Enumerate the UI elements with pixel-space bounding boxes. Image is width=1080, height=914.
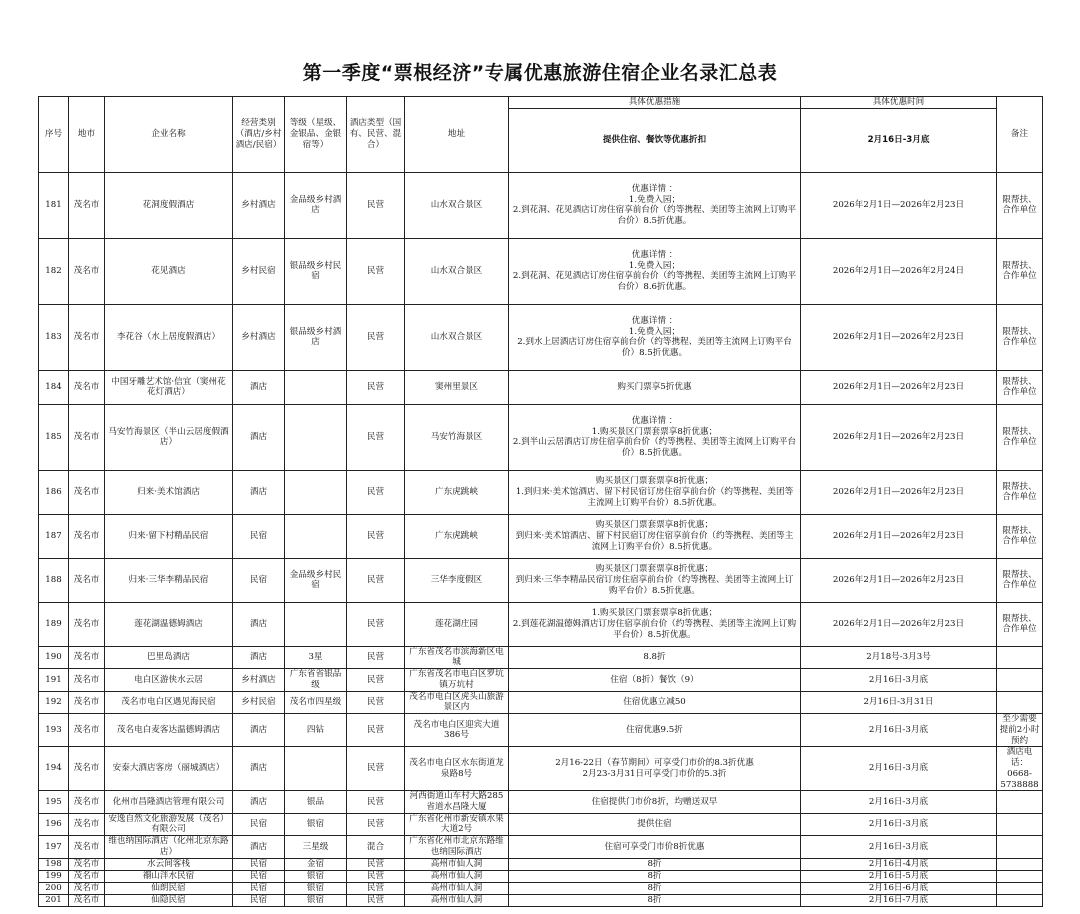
header-business-type: 经营类别（酒店/乡村酒店/民宿） — [233, 97, 285, 173]
cell-address: 窦州里景区 — [405, 370, 509, 404]
cell-time: 2026年2月1日—2026年2月23日 — [801, 602, 997, 646]
cell-address: 广东虎跳峡 — [405, 514, 509, 558]
cell-hotel-type: 民营 — [347, 813, 405, 835]
header-city: 地市 — [69, 97, 105, 173]
measure-line: 2月23-3月31日可享受门市价的5.3折 — [582, 768, 727, 779]
cell-remark — [997, 791, 1043, 813]
cell-time: 2026年2月1日—2026年2月23日 — [801, 404, 997, 470]
cell-name: 花洞度假酒店 — [105, 172, 233, 238]
cell-address: 高州市仙人洞 — [405, 882, 509, 894]
measure-line: 8折 — [647, 858, 662, 869]
table-row — [39, 791, 1043, 813]
cell-hotel-type: 民营 — [347, 669, 405, 691]
cell-remark — [997, 882, 1043, 894]
enterprise-table — [38, 96, 1043, 907]
cell-type: 酒店 — [233, 791, 285, 813]
measure-line: 到归来·三华李精品民宿订房住宿享前台价（约等携程、美团等主流网上订购平台价）8.5折优惠。 — [515, 574, 794, 596]
cell-measures — [509, 370, 801, 404]
measure-line: 2.到水上居酒店订房住宿享前台价（约等携程、美团等主流网上订购平台价）8.5折优惠。 — [517, 337, 792, 358]
cell-hotel-type: 民营 — [347, 238, 405, 304]
cell-type: 乡村酒店 — [233, 669, 285, 691]
cell-hotel-type: 民营 — [347, 858, 405, 870]
cell-hotel-type: 混合 — [347, 836, 405, 858]
cell-measures — [509, 172, 801, 238]
table-row — [39, 470, 1043, 514]
measure-line: 2.到花洞、花见酒店订房住宿享前台价（约等携程、美团等主流网上订购平台价）8.6折优惠。 — [512, 271, 797, 292]
cell-address: 广东省茂名市电白区罗坑镇万坑村 — [405, 669, 509, 691]
cell-grade: 四钻 — [285, 714, 347, 747]
cell-grade — [285, 404, 347, 470]
table-row — [39, 858, 1043, 870]
cell-seq: 187 — [39, 514, 69, 558]
cell-seq: 182 — [39, 238, 69, 304]
cell-address: 三华李度假区 — [405, 558, 509, 602]
header-measures-group: 具体优惠措施 — [509, 97, 801, 109]
cell-type: 乡村酒店 — [233, 304, 285, 370]
cell-city: 茂名市 — [69, 470, 105, 514]
cell-city: 茂名市 — [69, 558, 105, 602]
header-grade: 等级（星级、金银品、金银宿等） — [285, 97, 347, 173]
cell-city: 茂名市 — [69, 882, 105, 894]
cell-name: 安逸自然文化旅游发展（茂名）有限公司 — [105, 813, 233, 835]
cell-measures — [509, 858, 801, 870]
cell-grade: 银品 — [285, 791, 347, 813]
cell-measures — [509, 836, 801, 858]
cell-name: 电白区游侠水云居 — [105, 669, 233, 691]
cell-city: 茂名市 — [69, 404, 105, 470]
cell-time: 2026年2月1日—2026年2月23日 — [801, 304, 997, 370]
cell-hotel-type: 民营 — [347, 747, 405, 791]
cell-measures — [509, 514, 801, 558]
cell-name: 马安竹海景区（半山云居度假酒店） — [105, 404, 233, 470]
cell-remark: 限帮扶、合作单位 — [997, 514, 1043, 558]
cell-seq: 190 — [39, 646, 69, 668]
cell-name: 巴里岛酒店 — [105, 646, 233, 668]
cell-time: 2026年2月1日—2026年2月24日 — [801, 238, 997, 304]
measure-line: 1.到归来·美术馆酒店、留下村民宿订房住宿享前台价（约等携程、美团等主流网上订购平台价）8.5折优惠。 — [515, 486, 794, 508]
measure-line: 8折 — [647, 894, 662, 905]
measure-line: 1.购买景区门票套票享8折优惠； — [591, 426, 718, 437]
cell-time: 2月16日-4月底 — [801, 858, 997, 870]
cell-seq: 200 — [39, 882, 69, 894]
cell-hotel-type: 民营 — [347, 646, 405, 668]
cell-name: 仙朗民宿 — [105, 882, 233, 894]
cell-hotel-type: 民营 — [347, 894, 405, 906]
table-row — [39, 646, 1043, 668]
cell-address: 河西街道山车村大路285省道水昌隆大厦 — [405, 791, 509, 813]
measure-line: 住宿提供门市价8折，均赠送双早 — [591, 796, 718, 807]
table-row — [39, 172, 1043, 238]
header-hotel-type: 酒店类型（国有、民营、混合） — [347, 97, 405, 173]
cell-name: 归来·美术馆酒店 — [105, 470, 233, 514]
header-name: 企业名称 — [105, 97, 233, 173]
table-row — [39, 870, 1043, 882]
cell-type: 酒店 — [233, 646, 285, 668]
measure-line: 住宿（8折）餐饮（9） — [610, 674, 699, 685]
cell-remark — [997, 870, 1043, 882]
cell-seq: 199 — [39, 870, 69, 882]
cell-time: 2026年2月1日—2026年2月23日 — [801, 558, 997, 602]
cell-measures — [509, 747, 801, 791]
cell-remark: 至少需要提前2小时预约 — [997, 714, 1043, 747]
cell-address: 山水双合景区 — [405, 238, 509, 304]
cell-remark: 酒店电话：0668-5738888 — [997, 747, 1043, 791]
measure-line: 购买景区门票套票享8折优惠； — [595, 476, 714, 487]
cell-city: 茂名市 — [69, 870, 105, 882]
cell-remark — [997, 836, 1043, 858]
cell-hotel-type: 民营 — [347, 558, 405, 602]
cell-type: 民宿 — [233, 870, 285, 882]
header-remark: 备注 — [997, 97, 1043, 173]
cell-seq: 189 — [39, 602, 69, 646]
cell-name: 花见酒店 — [105, 238, 233, 304]
cell-address: 莲花湖庄园 — [405, 602, 509, 646]
cell-address: 山水双合景区 — [405, 172, 509, 238]
cell-city: 茂名市 — [69, 646, 105, 668]
cell-city: 茂名市 — [69, 791, 105, 813]
cell-remark: 限帮扶、合作单位 — [997, 238, 1043, 304]
cell-hotel-type: 民营 — [347, 602, 405, 646]
cell-measures — [509, 813, 801, 835]
cell-grade — [285, 370, 347, 404]
cell-type: 乡村民宿 — [233, 238, 285, 304]
cell-seq: 195 — [39, 791, 69, 813]
cell-grade: 银宿 — [285, 882, 347, 894]
cell-hotel-type: 民营 — [347, 370, 405, 404]
cell-grade: 银宿 — [285, 894, 347, 906]
cell-address: 广东省化州市新安镇水果大道2号 — [405, 813, 509, 835]
cell-type: 民宿 — [233, 813, 285, 835]
cell-type: 酒店 — [233, 404, 285, 470]
cell-hotel-type: 民营 — [347, 404, 405, 470]
cell-city: 茂名市 — [69, 813, 105, 835]
header-time-sub: 2月16日-3月底 — [801, 108, 997, 172]
cell-type: 民宿 — [233, 514, 285, 558]
cell-type: 民宿 — [233, 858, 285, 870]
measure-line: 购买景区门票套票享8折优惠； — [595, 564, 714, 575]
cell-name: 安泰大酒店客房（丽城酒店） — [105, 747, 233, 791]
cell-city: 茂名市 — [69, 669, 105, 691]
cell-city: 茂名市 — [69, 691, 105, 713]
table-row — [39, 514, 1043, 558]
cell-grade — [285, 602, 347, 646]
measure-line: 1.免费入园； — [628, 194, 681, 205]
cell-name: 禤山泮水民宿 — [105, 870, 233, 882]
measure-line: 2月16-22日（春节期间）可享受门市价的8.3折优惠 — [555, 758, 754, 769]
measure-line: 8折 — [647, 882, 662, 893]
cell-remark — [997, 813, 1043, 835]
cell-measures — [509, 669, 801, 691]
measure-line: 1.购买景区门票套票享8折优惠； — [591, 608, 718, 619]
table-body — [39, 172, 1043, 906]
header-time-group: 具体优惠时间 — [801, 97, 997, 109]
cell-name: 茂名市电白区遇见海民宿 — [105, 691, 233, 713]
header-seq: 序号 — [39, 97, 69, 173]
measure-line: 提供住宿 — [637, 819, 672, 830]
cell-measures — [509, 646, 801, 668]
cell-time: 2月16日-5月底 — [801, 870, 997, 882]
cell-name: 李花谷（水上居度假酒店） — [105, 304, 233, 370]
table-row — [39, 669, 1043, 691]
cell-grade: 茂名市四星级 — [285, 691, 347, 713]
cell-grade: 金品级乡村酒店 — [285, 172, 347, 238]
cell-address: 马安竹海景区 — [405, 404, 509, 470]
cell-address: 高州市仙人洞 — [405, 870, 509, 882]
table-row — [39, 747, 1043, 791]
cell-address: 广东省茂名市滨海新区电城 — [405, 646, 509, 668]
cell-time: 2月16日-3月31日 — [801, 691, 997, 713]
cell-address: 茂名市电白区虎头山旅游景区内 — [405, 691, 509, 713]
measure-line: 1.免费入园； — [628, 326, 681, 337]
cell-city: 茂名市 — [69, 858, 105, 870]
cell-measures — [509, 238, 801, 304]
cell-time: 2月16日-3月底 — [801, 836, 997, 858]
cell-city: 茂名市 — [69, 238, 105, 304]
measure-line: 优惠详情 ： — [631, 415, 678, 426]
cell-hotel-type: 民营 — [347, 691, 405, 713]
table-header — [39, 97, 1043, 173]
measure-line: 购买门票享5折优惠 — [617, 381, 692, 392]
cell-remark: 限帮扶、合作单位 — [997, 404, 1043, 470]
cell-address: 高州市仙人洞 — [405, 894, 509, 906]
table-row — [39, 304, 1043, 370]
cell-type: 酒店 — [233, 370, 285, 404]
cell-type: 酒店 — [233, 714, 285, 747]
cell-time: 2月16日-3月底 — [801, 791, 997, 813]
cell-time: 2月16日-3月底 — [801, 747, 997, 791]
cell-address: 广东虎跳峡 — [405, 470, 509, 514]
table-row — [39, 691, 1043, 713]
table-row — [39, 404, 1043, 470]
cell-time: 2026年2月1日—2026年2月23日 — [801, 370, 997, 404]
table-row — [39, 894, 1043, 906]
cell-seq: 201 — [39, 894, 69, 906]
cell-name: 莲花湖温德姆酒店 — [105, 602, 233, 646]
measure-line: 8.8折 — [643, 652, 666, 663]
measure-line: 住宿可享受门市价8折优惠 — [604, 841, 705, 852]
measure-line: 2.到莲花湖温德姆酒店订房住宿享前台价（约等携程、美团等主流网上订购平台价）8.5折优惠。 — [512, 618, 797, 640]
cell-name: 归来·留下村精品民宿 — [105, 514, 233, 558]
cell-hotel-type: 民营 — [347, 470, 405, 514]
cell-remark — [997, 894, 1043, 906]
table-row — [39, 882, 1043, 894]
cell-city: 茂名市 — [69, 747, 105, 791]
cell-measures — [509, 791, 801, 813]
measure-line: 购买景区门票套票享8折优惠； — [595, 520, 714, 531]
cell-remark: 限帮扶、合作单位 — [997, 470, 1043, 514]
cell-remark — [997, 691, 1043, 713]
cell-hotel-type: 民营 — [347, 882, 405, 894]
cell-remark: 限帮扶、合作单位 — [997, 304, 1043, 370]
cell-seq: 181 — [39, 172, 69, 238]
cell-grade: 3星 — [285, 646, 347, 668]
measure-line: 优惠详情 ： — [631, 249, 678, 260]
cell-measures — [509, 602, 801, 646]
measure-line: 优惠详情 ： — [631, 315, 678, 326]
cell-remark — [997, 669, 1043, 691]
cell-city: 茂名市 — [69, 304, 105, 370]
measure-line: 8折 — [647, 870, 662, 881]
measure-line: 优惠详情 ： — [631, 183, 678, 194]
cell-address: 山水双合景区 — [405, 304, 509, 370]
cell-hotel-type: 民营 — [347, 304, 405, 370]
cell-grade: 三星级 — [285, 836, 347, 858]
table-row — [39, 714, 1043, 747]
cell-time: 2026年2月1日—2026年2月23日 — [801, 172, 997, 238]
cell-type: 乡村民宿 — [233, 691, 285, 713]
cell-hotel-type: 民营 — [347, 172, 405, 238]
cell-grade — [285, 514, 347, 558]
cell-remark: 限帮扶、合作单位 — [997, 370, 1043, 404]
cell-seq: 198 — [39, 858, 69, 870]
cell-seq: 184 — [39, 370, 69, 404]
cell-time: 2月16日-3月底 — [801, 813, 997, 835]
cell-grade — [285, 747, 347, 791]
header-address: 地址 — [405, 97, 509, 173]
cell-remark — [997, 646, 1043, 668]
cell-seq: 197 — [39, 836, 69, 858]
cell-type: 酒店 — [233, 747, 285, 791]
cell-type: 民宿 — [233, 882, 285, 894]
cell-city: 茂名市 — [69, 514, 105, 558]
cell-seq: 194 — [39, 747, 69, 791]
cell-type: 酒店 — [233, 470, 285, 514]
cell-seq: 186 — [39, 470, 69, 514]
cell-name: 化州市昌隆酒店管理有限公司 — [105, 791, 233, 813]
cell-city: 茂名市 — [69, 894, 105, 906]
table-row — [39, 238, 1043, 304]
cell-type: 乡村酒店 — [233, 172, 285, 238]
cell-type: 民宿 — [233, 894, 285, 906]
cell-address: 高州市仙人洞 — [405, 858, 509, 870]
cell-measures — [509, 894, 801, 906]
cell-name: 茂名电白麦客达温德姆酒店 — [105, 714, 233, 747]
cell-type: 酒店 — [233, 602, 285, 646]
cell-measures — [509, 404, 801, 470]
cell-seq: 191 — [39, 669, 69, 691]
table-row — [39, 813, 1043, 835]
cell-grade: 广东省省银品级 — [285, 669, 347, 691]
cell-hotel-type: 民营 — [347, 714, 405, 747]
cell-measures — [509, 870, 801, 882]
cell-measures — [509, 304, 801, 370]
measure-line: 2.到花洞、花见酒店订房住宿享前台价（约等携程、美团等主流网上订购平台价）8.5折优惠。 — [512, 205, 797, 226]
table-row — [39, 836, 1043, 858]
measure-line: 住宿优惠9.5折 — [626, 724, 683, 735]
cell-name: 中国牙雕艺术馆·信宜（窦州花花灯酒店） — [105, 370, 233, 404]
cell-grade: 金品级乡村民宿 — [285, 558, 347, 602]
cell-time: 2026年2月1日—2026年2月23日 — [801, 470, 997, 514]
cell-seq: 196 — [39, 813, 69, 835]
cell-name: 维也纳国际酒店（化州北京东路店） — [105, 836, 233, 858]
measure-line: 2.到半山云居酒店订房住宿享前台价（约等携程、美团等主流网上订购平台价）8.5折优惠。 — [512, 437, 797, 458]
table-row — [39, 370, 1043, 404]
header-measures-sub: 提供住宿、餐饮等优惠折扣 — [509, 108, 801, 172]
cell-grade: 银品级乡村酒店 — [285, 304, 347, 370]
cell-time: 2026年2月1日—2026年2月23日 — [801, 514, 997, 558]
cell-grade: 银宿 — [285, 870, 347, 882]
table-row — [39, 558, 1043, 602]
cell-city: 茂名市 — [69, 370, 105, 404]
cell-city: 茂名市 — [69, 172, 105, 238]
cell-city: 茂名市 — [69, 714, 105, 747]
cell-type: 民宿 — [233, 558, 285, 602]
cell-measures — [509, 691, 801, 713]
cell-address: 广东省化州市北京东路维也纳国际酒店 — [405, 836, 509, 858]
measure-line: 1.免费入园； — [628, 260, 681, 271]
cell-seq: 188 — [39, 558, 69, 602]
cell-hotel-type: 民营 — [347, 870, 405, 882]
cell-remark: 限帮扶、合作单位 — [997, 558, 1043, 602]
cell-city: 茂名市 — [69, 602, 105, 646]
cell-measures — [509, 470, 801, 514]
cell-grade — [285, 470, 347, 514]
cell-type: 酒店 — [233, 836, 285, 858]
cell-seq: 183 — [39, 304, 69, 370]
table-row — [39, 602, 1043, 646]
cell-seq: 185 — [39, 404, 69, 470]
cell-name: 水云间客栈 — [105, 858, 233, 870]
cell-seq: 192 — [39, 691, 69, 713]
cell-hotel-type: 民营 — [347, 514, 405, 558]
cell-measures — [509, 714, 801, 747]
cell-city: 茂名市 — [69, 836, 105, 858]
cell-time: 2月16日-3月底 — [801, 669, 997, 691]
page-title: 第一季度“票根经济”专属优惠旅游住宿企业名录汇总表 — [302, 62, 778, 84]
cell-name: 仙隐民宿 — [105, 894, 233, 906]
cell-time: 2月18号-3月3号 — [801, 646, 997, 668]
cell-time: 2月16日-6月底 — [801, 882, 997, 894]
cell-remark: 限帮扶、合作单位 — [997, 602, 1043, 646]
cell-address: 茂名市电白区迎宾大道386号 — [405, 714, 509, 747]
cell-grade: 银品级乡村民宿 — [285, 238, 347, 304]
cell-hotel-type: 民营 — [347, 791, 405, 813]
cell-address: 茂名市电白区水东街道龙泉路8号 — [405, 747, 509, 791]
cell-name: 归来·三华李精品民宿 — [105, 558, 233, 602]
cell-seq: 193 — [39, 714, 69, 747]
cell-grade: 银宿 — [285, 813, 347, 835]
measure-line: 住宿优惠立减50 — [623, 697, 686, 708]
cell-grade: 金宿 — [285, 858, 347, 870]
cell-time: 2月16日-3月底 — [801, 714, 997, 747]
cell-measures — [509, 882, 801, 894]
measure-line: 到归来·美术馆酒店、留下村民宿订房住宿享前台价（约等携程、美团等主流网上订购平台价）8.5折优惠。 — [515, 530, 794, 552]
cell-remark: 限帮扶、合作单位 — [997, 172, 1043, 238]
cell-measures — [509, 558, 801, 602]
cell-remark — [997, 858, 1043, 870]
cell-time: 2月16日-7月底 — [801, 894, 997, 906]
